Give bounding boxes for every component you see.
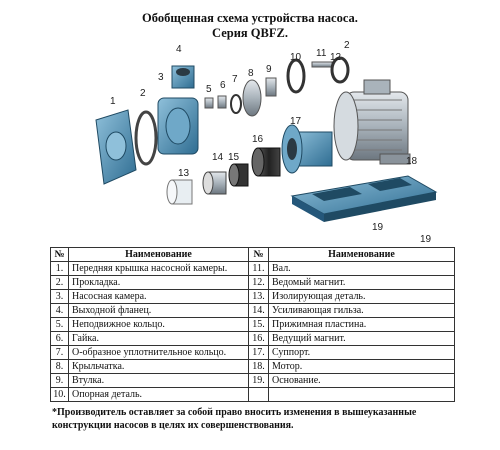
label-18: 18 [406,156,418,167]
label-1: 1 [110,96,116,107]
label-13: 13 [178,168,190,179]
part-base [292,176,436,222]
part-front-cover [96,110,136,184]
part-support [282,125,332,173]
label-10: 10 [290,52,302,63]
part-drive-magnet [252,148,280,176]
table-row: 9. Втулка. 19. Основание. [51,374,455,388]
label-2b: 2 [344,40,350,51]
part-gasket [136,112,156,164]
header-name-2: Наименование [269,248,455,262]
table-row: 6. Гайка. 16. Ведущий магнит. [51,332,455,346]
label-16: 16 [252,134,264,145]
label-8: 8 [248,68,254,79]
table-row: 2. Прокладка. 12. Ведомый магнит. [51,276,455,290]
part-pressure-plate [229,164,248,186]
label-15: 15 [228,152,240,163]
label-19b: 19 [420,234,432,245]
table-header-row [51,248,455,262]
header-number-1: № [51,248,69,262]
table-row: 10. Опорная деталь. [51,388,455,402]
label-11: 11 [316,48,327,59]
label-3: 3 [158,72,164,83]
part-bushing [266,78,276,96]
part-impeller [243,80,261,116]
footnote: *Производитель оставляет за собой право вносить изменения в вышеуказанные конструкции насосов в целях их совершенствования. [52,407,417,431]
label-7: 7 [232,74,238,85]
part-reinforcing-sleeve [203,172,226,194]
part-isolating [167,180,192,204]
label-6: 6 [220,80,226,91]
table-row: 3. Насосная камера. 13. Изолирующая деталь. [51,290,455,304]
table-row: 1. Передняя крышка насосной камеры. 11. Вал. [51,262,455,276]
part-shaft [312,62,332,67]
label-9: 9 [266,64,272,75]
label-4: 4 [176,44,182,55]
document-subtitle: Серия QBFZ. [212,26,288,40]
label-5: 5 [206,84,212,95]
part-motor [334,80,410,164]
label-19: 19 [372,222,384,233]
part-outlet-flange [172,66,194,88]
part-fixed-ring [205,98,213,108]
document-title: Обобщенная схема устройства насоса. [142,11,358,25]
table-row: 8. Крыльчатка. 18. Мотор. [51,360,455,374]
table-row: 4. Выходной фланец. 14. Усиливающая гильза. [51,304,455,318]
part-support-detail [288,60,304,92]
header-number-2: № [249,248,269,262]
part-nut [218,96,226,108]
part-pump-chamber [158,98,198,154]
parts-table [50,247,455,402]
part-o-ring [231,95,241,113]
table-row: 5. Неподвижное кольцо. 15. Прижимная пластина. [51,318,455,332]
table-row: 7. О-образное уплотнительное кольцо. 17. Суппорт. [51,346,455,360]
label-14: 14 [212,152,224,163]
label-17: 17 [290,116,302,127]
label-2: 2 [140,88,146,99]
header-name-1: Наименование [69,248,249,262]
label-12: 12 [330,52,342,63]
